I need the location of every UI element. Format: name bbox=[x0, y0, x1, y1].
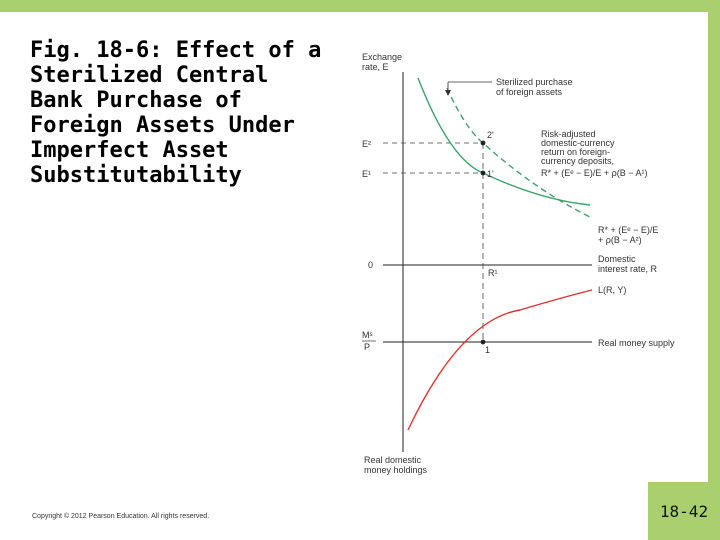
shifted-label-1: R* + (Eᵉ − E)/E bbox=[598, 225, 659, 235]
point-2-prime-label: 2' bbox=[487, 130, 494, 140]
risk-label-1: Risk-adjusted bbox=[541, 129, 596, 139]
page-number-box bbox=[648, 482, 720, 540]
money-demand-curve bbox=[408, 290, 592, 430]
risk-label-3: return on foreign- bbox=[541, 147, 611, 157]
money-label-bottom: P bbox=[364, 342, 371, 352]
bottom-axis-label-2: money holdings bbox=[364, 465, 428, 475]
y-axis-label-line2: rate, E bbox=[362, 62, 389, 72]
point-1 bbox=[481, 340, 486, 345]
shifted-label-2: + ρ(B − A²) bbox=[598, 235, 642, 245]
callout-label-line2: of foreign assets bbox=[496, 87, 563, 97]
r1-label: R¹ bbox=[488, 268, 498, 278]
risk-label-2: domestic-currency bbox=[541, 138, 615, 148]
risk-label-4: currency deposits, bbox=[541, 156, 615, 166]
e2-label: E² bbox=[362, 139, 371, 149]
page-number: 18-42 bbox=[659, 502, 709, 521]
e1-label: E¹ bbox=[362, 169, 371, 179]
callout-arrowhead bbox=[445, 90, 451, 96]
bottom-axis-label-1: Real domestic bbox=[364, 455, 422, 465]
callout-label-line1: Sterilized purchase bbox=[496, 77, 573, 87]
point-1-prime bbox=[481, 171, 486, 176]
interest-label-1: Domestic bbox=[598, 254, 636, 264]
copyright-notice: Copyright © 2012 Pearson Education. All rights reserved. bbox=[32, 513, 210, 520]
zero-label: 0 bbox=[368, 260, 374, 270]
point-1-prime-label: 1' bbox=[487, 169, 494, 179]
demand-label: L(R, Y) bbox=[598, 285, 627, 295]
supply-label: Real money supply bbox=[598, 338, 675, 348]
slide-title: Fig. 18-6: Effect of a Sterilized Central Bank Purchase of Foreign Assets Under Imperfect Asset Substitutability bbox=[30, 38, 322, 188]
y-axis-label-line1: Exchange bbox=[362, 52, 403, 62]
point-2-prime bbox=[481, 141, 486, 146]
risk-label-5: R* + (Eᵉ − E)/E + ρ(B − A¹) bbox=[541, 168, 648, 178]
point-1-label: 1 bbox=[485, 345, 491, 355]
money-label-top: Mˢ bbox=[362, 330, 373, 340]
interest-label-2: interest rate, R bbox=[598, 264, 658, 274]
